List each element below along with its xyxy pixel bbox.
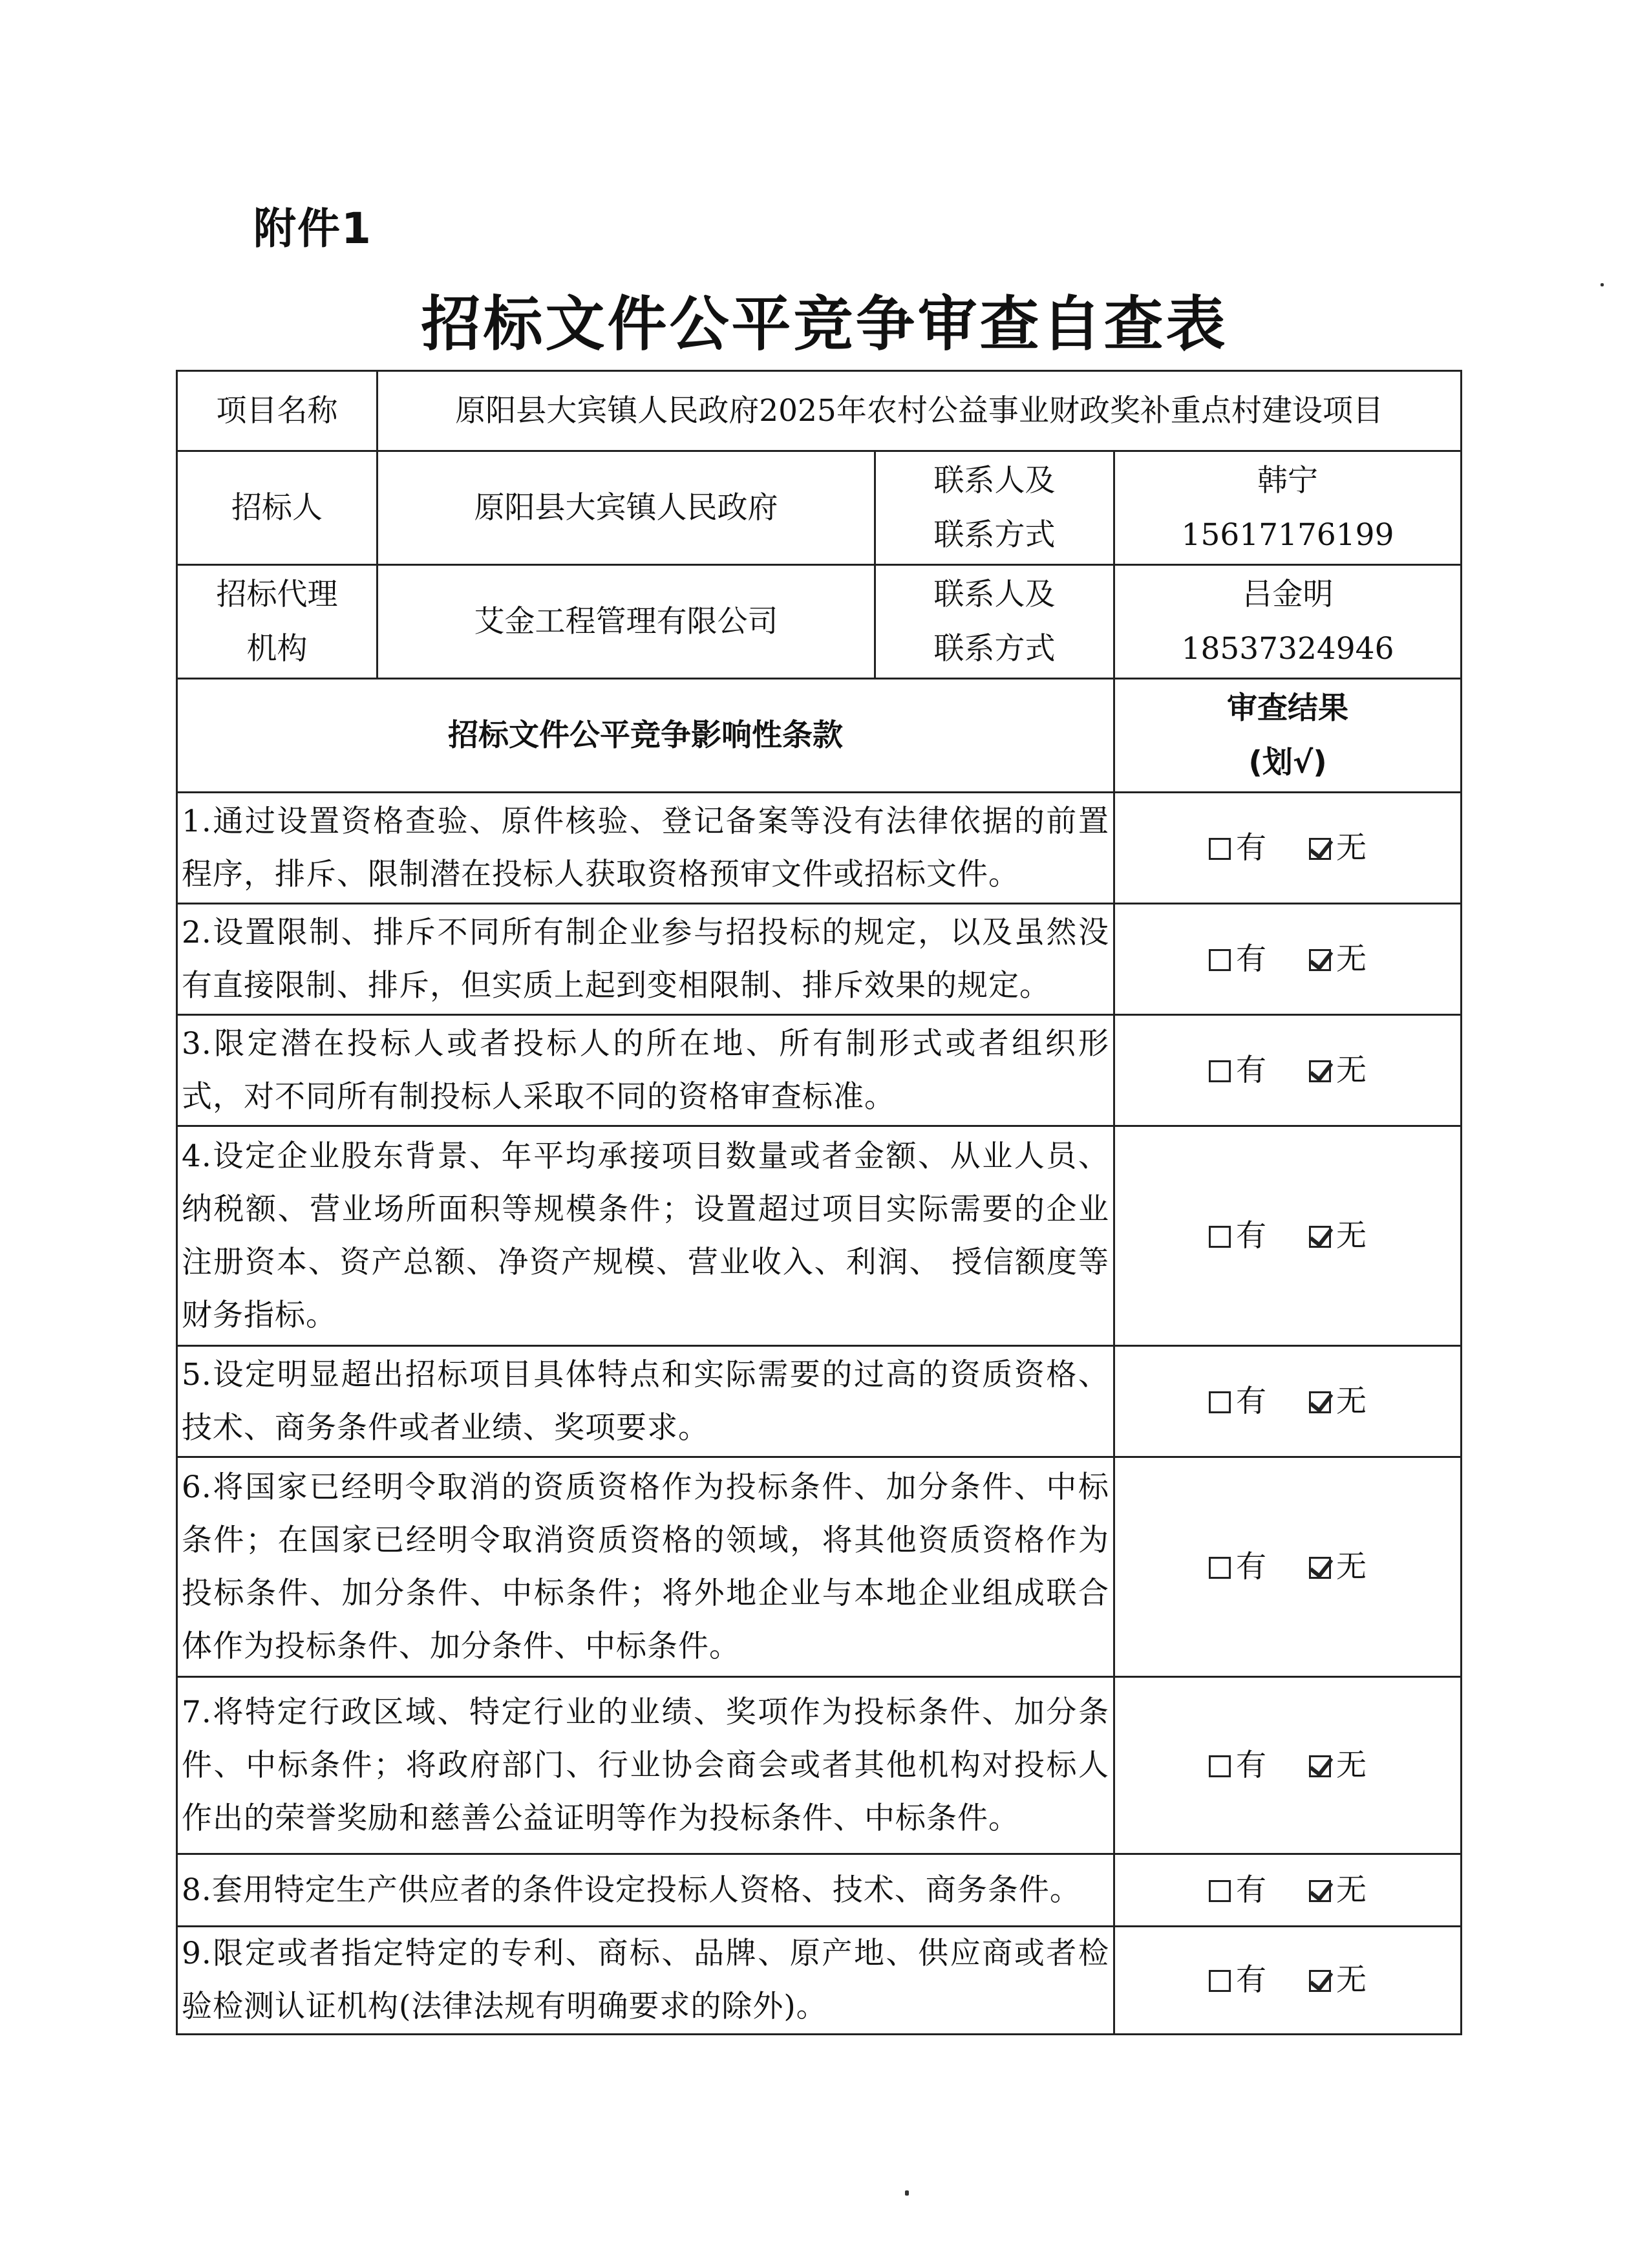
option-label: 有 bbox=[1236, 1962, 1267, 1998]
clauses-header: 招标文件公平竞争影响性条款 bbox=[177, 679, 1114, 793]
option-label: 有 bbox=[1236, 1217, 1267, 1254]
tenderer-label: 招标人 bbox=[177, 451, 378, 565]
checked-box-icon[interactable] bbox=[1309, 1391, 1331, 1413]
clause-result bbox=[1114, 1677, 1462, 1854]
contact-label-line2: 联系方式 bbox=[933, 517, 1056, 553]
option-label: 有 bbox=[1236, 1383, 1267, 1419]
clause-text: 6.将国家已经明令取消的资质资格作为投标条件、加分条件、中标条件；在国家已经明令取消资质资格的领域，将其他资质资格作为投标条件、加分条件、中标条件；将外地企业与本地企业组成联合体作为投标条件、加分条件、中标条件。 bbox=[177, 1457, 1114, 1677]
option-no[interactable] bbox=[1309, 933, 1367, 986]
checked-box-icon[interactable] bbox=[1309, 949, 1331, 971]
option-yes[interactable] bbox=[1209, 1541, 1266, 1594]
empty-box-icon[interactable] bbox=[1209, 1880, 1231, 1902]
option-label: 无 bbox=[1336, 1052, 1367, 1088]
clause-items bbox=[177, 793, 1462, 2035]
clause-result bbox=[1114, 1457, 1462, 1677]
option-no[interactable] bbox=[1309, 822, 1367, 875]
clause-result bbox=[1114, 1854, 1462, 1927]
checked-box-icon[interactable] bbox=[1309, 1880, 1331, 1902]
clause-text: 5.设定明显超出招标项目具体特点和实际需要的过高的资质资格、技术、商务条件或者业绩、奖项要求。 bbox=[177, 1346, 1114, 1457]
checked-box-icon[interactable] bbox=[1309, 1226, 1331, 1248]
clause-row bbox=[177, 1126, 1462, 1346]
agency-contact-value bbox=[1114, 565, 1462, 679]
empty-box-icon[interactable] bbox=[1209, 1755, 1231, 1777]
option-no[interactable] bbox=[1309, 1954, 1367, 2007]
checked-box-icon[interactable] bbox=[1309, 1755, 1331, 1777]
project-name-label: 项目名称 bbox=[177, 371, 378, 451]
option-label: 无 bbox=[1336, 1962, 1367, 1998]
contact-name: 韩宁 bbox=[1257, 462, 1319, 498]
option-label: 有 bbox=[1236, 829, 1267, 866]
self-check-table bbox=[176, 370, 1462, 2035]
option-no[interactable] bbox=[1309, 1541, 1367, 1594]
option-label: 无 bbox=[1336, 1217, 1367, 1254]
clause-row bbox=[177, 1854, 1462, 1927]
empty-box-icon[interactable] bbox=[1209, 1970, 1231, 1992]
clause-result bbox=[1114, 904, 1462, 1015]
agency-label-line2: 机构 bbox=[246, 630, 308, 667]
option-no[interactable] bbox=[1309, 1739, 1367, 1792]
checked-box-icon[interactable] bbox=[1309, 1970, 1331, 1992]
contact-label-line2: 联系方式 bbox=[933, 630, 1056, 667]
option-label: 无 bbox=[1336, 941, 1367, 977]
clause-row bbox=[177, 793, 1462, 904]
contact-label-line1: 联系人及 bbox=[933, 462, 1056, 498]
option-yes[interactable] bbox=[1209, 1375, 1266, 1428]
agency-value: 艾金工程管理有限公司 bbox=[378, 565, 875, 679]
option-label: 无 bbox=[1336, 1872, 1367, 1908]
option-yes[interactable] bbox=[1209, 1864, 1266, 1917]
option-yes[interactable] bbox=[1209, 1210, 1266, 1263]
tenderer-contact-label bbox=[875, 451, 1114, 565]
agency-label-line1: 招标代理 bbox=[216, 576, 338, 612]
option-yes[interactable] bbox=[1209, 933, 1266, 986]
clause-row bbox=[177, 904, 1462, 1015]
clause-row bbox=[177, 1015, 1462, 1126]
clause-row bbox=[177, 1677, 1462, 1854]
clause-row bbox=[177, 1457, 1462, 1677]
project-name-value: 原阳县大宾镇人民政府2025年农村公益事业财政奖补重点村建设项目 bbox=[378, 371, 1462, 451]
clause-text: 7.将特定行政区域、特定行业的业绩、奖项作为投标条件、加分条件、中标条件；将政府部门、行业协会商会或者其他机构对投标人作出的荣誉奖励和慈善公益证明等作为投标条件、中标条件。 bbox=[177, 1677, 1114, 1854]
clause-result bbox=[1114, 793, 1462, 904]
attachment-label: 附件1 bbox=[253, 204, 372, 253]
checked-box-icon[interactable] bbox=[1309, 1060, 1331, 1082]
clause-row bbox=[177, 1927, 1462, 2035]
clause-row bbox=[177, 1346, 1462, 1457]
result-header-line1: 审查结果 bbox=[1227, 690, 1349, 726]
result-header-line2: (划√) bbox=[1248, 744, 1327, 780]
tenderer-value: 原阳县大宾镇人民政府 bbox=[378, 451, 875, 565]
checked-box-icon[interactable] bbox=[1309, 1557, 1331, 1579]
option-label: 无 bbox=[1336, 829, 1367, 866]
scan-mark bbox=[905, 2190, 909, 2196]
empty-box-icon[interactable] bbox=[1209, 949, 1231, 971]
checked-box-icon[interactable] bbox=[1309, 838, 1331, 860]
option-label: 无 bbox=[1336, 1548, 1367, 1585]
clause-result bbox=[1114, 1015, 1462, 1126]
empty-box-icon[interactable] bbox=[1209, 1226, 1231, 1248]
clause-result bbox=[1114, 1346, 1462, 1457]
option-label: 无 bbox=[1336, 1747, 1367, 1783]
clause-text: 3.限定潜在投标人或者投标人的所在地、所有制形式或者组织形式，对不同所有制投标人采取不同的资格审查标准。 bbox=[177, 1015, 1114, 1126]
empty-box-icon[interactable] bbox=[1209, 838, 1231, 860]
tenderer-row bbox=[177, 451, 1462, 565]
empty-box-icon[interactable] bbox=[1209, 1060, 1231, 1082]
clause-text: 4.设定企业股东背景、年平均承接项目数量或者金额、从业人员、纳税额、营业场所面积等规模条件；设置超过项目实际需要的企业注册资本、资产总额、净资产规模、营业收入、利润、 授信额度等财务指标。 bbox=[177, 1126, 1114, 1346]
tenderer-contact-value bbox=[1114, 451, 1462, 565]
option-label: 无 bbox=[1336, 1383, 1367, 1419]
clause-text: 2.设置限制、排斥不同所有制企业参与招投标的规定，以及虽然没有直接限制、排斥，但实质上起到变相限制、排斥效果的规定。 bbox=[177, 904, 1114, 1015]
option-no[interactable] bbox=[1309, 1044, 1367, 1097]
option-yes[interactable] bbox=[1209, 822, 1266, 875]
option-yes[interactable] bbox=[1209, 1044, 1266, 1097]
option-no[interactable] bbox=[1309, 1375, 1367, 1428]
option-label: 有 bbox=[1236, 1747, 1267, 1783]
contact-label-line1: 联系人及 bbox=[933, 576, 1056, 612]
clause-text: 1.通过设置资格查验、原件核验、登记备案等没有法律依据的前置程序，排斥、限制潜在投标人获取资格预审文件或招标文件。 bbox=[177, 793, 1114, 904]
option-yes[interactable] bbox=[1209, 1954, 1266, 2007]
option-no[interactable] bbox=[1309, 1864, 1367, 1917]
contact-phone: 15617176199 bbox=[1181, 517, 1394, 553]
result-header bbox=[1114, 679, 1462, 793]
contact-phone: 18537324946 bbox=[1181, 630, 1394, 667]
agency-label bbox=[177, 565, 378, 679]
option-label: 有 bbox=[1236, 1052, 1267, 1088]
clause-text: 9.限定或者指定特定的专利、商标、品牌、原产地、供应商或者检验检测认证机构(法律法规有明确要求的除外)。 bbox=[177, 1927, 1114, 2035]
empty-box-icon[interactable] bbox=[1209, 1557, 1231, 1579]
option-label: 有 bbox=[1236, 941, 1267, 977]
scan-mark bbox=[1601, 283, 1604, 286]
option-yes[interactable] bbox=[1209, 1739, 1266, 1792]
document-title: 招标文件公平竞争审查自查表 bbox=[421, 290, 1228, 359]
project-row bbox=[177, 371, 1462, 451]
agency-contact-label bbox=[875, 565, 1114, 679]
clause-text: 8.套用特定生产供应者的条件设定投标人资格、技术、商务条件。 bbox=[177, 1854, 1114, 1927]
clause-result bbox=[1114, 1126, 1462, 1346]
agency-row bbox=[177, 565, 1462, 679]
clause-result bbox=[1114, 1927, 1462, 2035]
option-no[interactable] bbox=[1309, 1210, 1367, 1263]
option-label: 有 bbox=[1236, 1548, 1267, 1585]
empty-box-icon[interactable] bbox=[1209, 1391, 1231, 1413]
clauses-header-row bbox=[177, 679, 1462, 793]
option-label: 有 bbox=[1236, 1872, 1267, 1908]
contact-name: 吕金明 bbox=[1242, 576, 1334, 612]
